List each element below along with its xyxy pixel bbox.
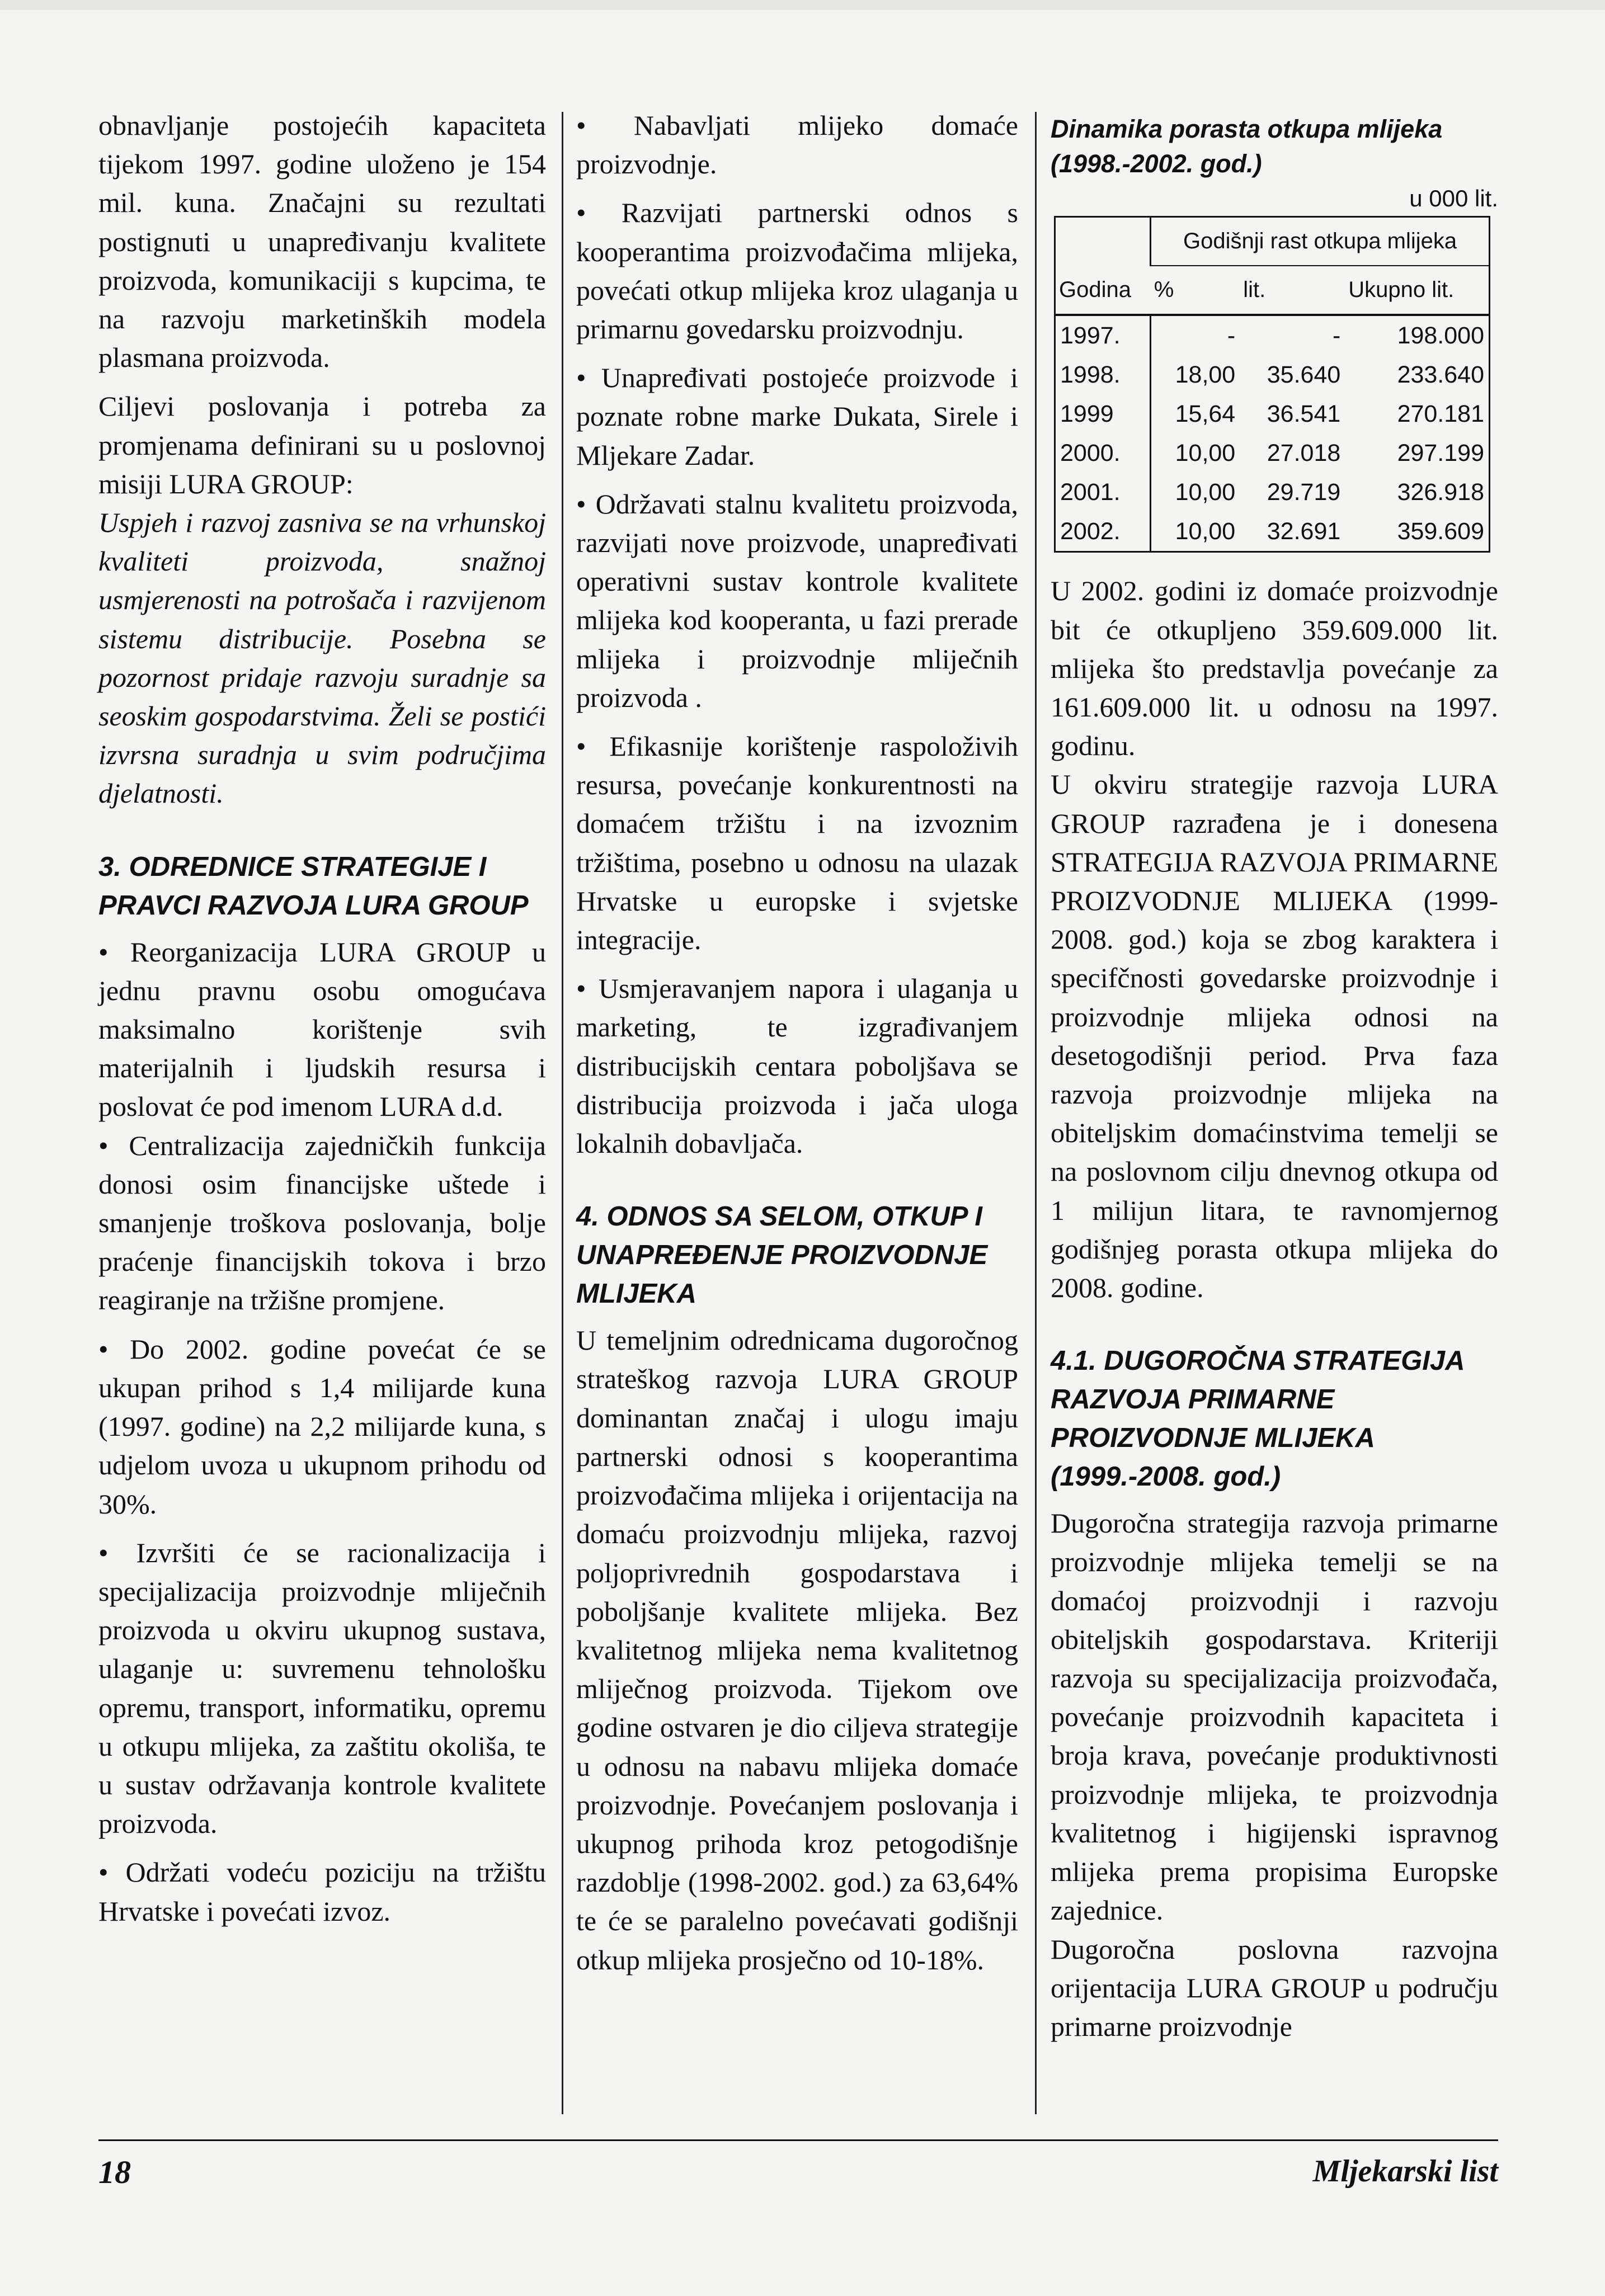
table-row [1055, 512, 1490, 552]
table-header-cell: lit. [1240, 266, 1345, 315]
section-heading-3: 3. ODREDNICE STRATEGIJE I PRAVCI RAZVOJA LURA GROUP [98, 851, 529, 921]
table-cell: 2000. [1055, 433, 1151, 473]
paragraph: Dugoročna poslovna razvojna orijentacija LURA GROUP u području primarne proizvodnje [1051, 1933, 1498, 2042]
table-cell: 10,00 [1175, 440, 1236, 467]
table-row [1055, 355, 1490, 394]
table-header-cell: % [1151, 266, 1240, 315]
journal-title: Mljekarski list [1312, 2154, 1498, 2189]
milk-purchase-table [1054, 216, 1490, 553]
bullet-item: • Održavati stalnu kvalitetu proizvoda, razvijati nove proizvode, unapređivati operativni sustav kontrole kvalitete mlijeka kod kooperanta, u fazi prerade mlijeka i proizvodnje mliječnih proizvoda . [576, 485, 1018, 717]
table-row [1055, 315, 1490, 355]
scan-edge [0, 0, 1605, 10]
column-left [98, 106, 546, 1931]
table-cell: 35.640 [1267, 361, 1341, 389]
table-title: Dinamika porasta otkupa mlijeka (1998.-2002. god.) [1051, 115, 1443, 178]
paragraph: U okviru strategije razvoja LURA GROUP razrađena je i donesena STRATEGIJA RAZVOJA PRIMARNE PROIZVODNJE MLIJEKA (1999-2008. god.) koja se zbog karaktera i specifčnosti govedarske proizvodnje i proizvodnje mlijeka odnosi na desetogodišnji period. Prva faza razvoja proizvodnje mlijeka na obiteljskim domaćinstvima temelji se na poslovnom cilju dnevnog otkupa od 1 milijun litara, te ravnomjernog godišnjeg porasta otkupa mlijeka do 2008. godine. [1051, 769, 1498, 1304]
table-cell: 1999 [1055, 394, 1151, 433]
mission-statement: Uspjeh i razvoj zasniva se na vrhunskoj kvaliteti proizvoda, snažnoj usmjerenosti na potrošača i razvijenom sistemu distribucije. Posebna se pozornost pridaje razvoju suradnje sa seoskim gospodarstvima. Želi se postići izvrsna suradnja u svim područjima djelatnosti. [98, 507, 546, 809]
table-cell: 2001. [1055, 473, 1151, 512]
paragraph: Dugoročna strategija razvoja primarne proizvodnje mlijeka temelji se na domaćoj proizvodnji i razvoju obiteljskih gospodarstava. Kriteriji razvoja su specijalizacija proizvođača, povećanje proizvodnih kapaciteta i broja krava, povećanje produktivnosti proizvodnje mlijeka, te proizvodnja kvalitetnog i higijenski ispravnog mlijeka prema propisima Europske zajednice. [1051, 1507, 1498, 1926]
table-cell: 29.719 [1267, 479, 1341, 506]
table-row [1055, 394, 1490, 433]
table-header-cell: Ukupno lit. [1345, 266, 1489, 315]
table-cell: 359.609 [1397, 518, 1484, 545]
footer-divider [98, 2139, 1498, 2141]
table-header-cell: Godina [1055, 266, 1151, 315]
table-unit: u 000 lit. [1409, 185, 1498, 211]
page-number: 18 [98, 2154, 131, 2190]
table-cell: 15,64 [1175, 400, 1236, 428]
table-cell: 233.640 [1397, 361, 1484, 389]
table-cell: 198.000 [1397, 322, 1484, 350]
table-cell: 1997. [1055, 315, 1151, 355]
column-right [1051, 112, 1498, 2046]
table-group-header: Godišnji rast otkupa mlijeka [1151, 217, 1490, 266]
column-divider [562, 112, 563, 2114]
table-cell: 297.199 [1397, 440, 1484, 467]
table-cell: 27.018 [1267, 440, 1341, 467]
table-cell: - [1227, 322, 1236, 350]
table-row [1055, 473, 1490, 512]
bullet-item: • Do 2002. godine povećat će se ukupan prihod s 1,4 milijarde kuna (1997. godine) na 2,2 milijarde kuna, s udjelom uvoza u ukupnom prihodu od 30%. [98, 1330, 546, 1524]
section-heading-4-1: 4.1. DUGOROČNA STRATEGIJA RAZVOJA PRIMARNE PROIZVODNJE MLIJEKA (1999.-2008. god.) [1051, 1346, 1464, 1492]
column-middle [576, 106, 1018, 1979]
paragraph: obnavljanje postojećih kapaciteta tijekom 1997. godine uloženo je 154 mil. kuna. Značajni su rezultati postignuti u unapređivanju kvalitete proizvoda, komunikaciji s kupcima, te na razvoju marketinških modela plasmana proizvoda. [98, 110, 546, 374]
bullet-item: • Efikasnije korištenje raspoloživih resursa, povećanje konkurentnosti na domaćem tržištu i na izvoznim tržištima, posebno u odnosu na ulazak Hrvatske u europske i svjetske integracije. [576, 727, 1018, 959]
paragraph: U temeljnim odrednicama dugoročnog strateškog razvoja LURA GROUP dominantan značaj i ulogu imaju partnerski odnosi s kooperantima proizvođačima mlijeka i orijentacija na domaću proizvodnju mlijeka, razvoj poljoprivrednih gospodarstava i poboljšanje kvalitete mlijeka. Bez kvalitetnog mlijeka nema kvalitetnog mliječnog proizvoda. Tijekom ove godine ostvaren je dio ciljeva strategije u odnosu na nabavu mlijeka domaće proizvodnje. Povećanjem poslovanja i ukupnog prihoda kroz petogodišnje razdoblje (1998-2002. god.) za 63,64% te će se paralelno povećavati godišnji otkup mlijeka prosječno od 10-18%. [576, 1324, 1018, 1976]
table-row [1055, 433, 1490, 473]
table-header-empty [1055, 217, 1151, 266]
paragraph: U 2002. godini iz domaće proizvodnje bit će otkupljeno 359.609.000 lit. mlijeka što predstavlja povećanje za 161.609.000 lit. u odnosu na 1997. godinu. [1051, 575, 1498, 762]
bullet-item: • Usmjeravanjem napora i ulaganja u marketing, te izgrađivanjem distribucijskih centara poboljšava se distribucija proizvoda i jača uloga lokalnih dobavljača. [576, 969, 1018, 1163]
bullet-item: • Centralizacija zajedničkih funkcija donosi osim financijske uštede i smanjenje troškova poslovanja, bolje praćenje financijskih tokova i brzo reagiranje na tržišne promjene. [98, 1126, 546, 1320]
table-cell: 36.541 [1267, 400, 1341, 428]
bullet-item: • Reorganizacija LURA GROUP u jednu pravnu osobu omogućava maksimalno korištenje svih materijalnih i ljudskih resursa i poslovat će pod imenom LURA d.d. [98, 933, 546, 1126]
bullet-item: • Održati vodeću poziciju na tržištu Hrvatske i povećati izvoz. [98, 1853, 546, 1930]
table-cell: 10,00 [1175, 479, 1236, 506]
paragraph: Ciljevi poslovanja i potreba za promjenama definirani su u poslovnoj misiji LURA GROUP: [98, 390, 546, 499]
section-heading-4: 4. ODNOS SA SELOM, OTKUP I UNAPREĐENJE PROIZVODNJE MLIJEKA [576, 1201, 988, 1309]
bullet-item: • Nabavljati mlijeko domaće proizvodnje. [576, 106, 1018, 183]
table-cell: - [1332, 322, 1341, 350]
column-divider [1035, 112, 1037, 2114]
table-cell: 270.181 [1397, 400, 1484, 428]
bullet-item: • Izvršiti će se racionalizacija i specijalizacija proizvodnje mliječnih proizvoda u okviru ukupnog sustava, ulaganje u: suvremenu tehnološku opremu, transport, informatiku, opremu u otkupu mlijeka, za zaštitu okoliša, te u sustav održavanja kontrole kvalitete proizvoda. [98, 1534, 546, 1844]
bullet-item: • Razvijati partnerski odnos s kooperantima proizvođačima mlijeka, povećati otkup mlijeka kroz ulaganja u primarnu govedarsku proizvodnju. [576, 194, 1018, 348]
table-cell: 1998. [1055, 355, 1151, 394]
table-cell: 18,00 [1175, 361, 1236, 389]
table-cell: 32.691 [1267, 518, 1341, 545]
table-cell: 10,00 [1175, 518, 1236, 545]
table-cell: 326.918 [1397, 479, 1484, 506]
table-cell: 2002. [1055, 512, 1151, 552]
bullet-item: • Unapređivati postojeće proizvode i poznate robne marke Dukata, Sirele i Mljekare Zadar. [576, 359, 1018, 475]
